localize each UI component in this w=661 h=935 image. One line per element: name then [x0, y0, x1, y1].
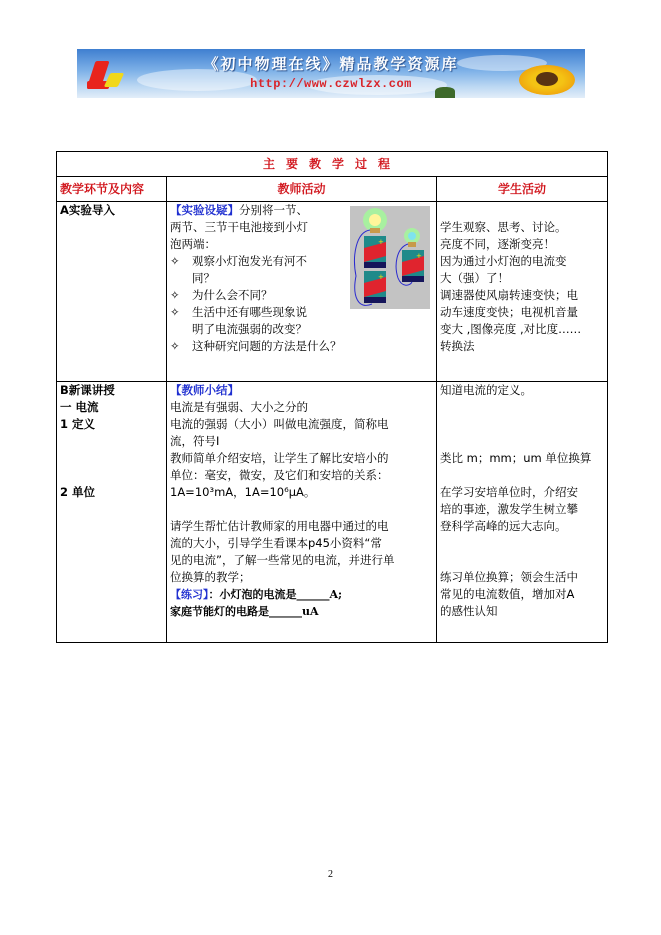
- header-student: 学生活动: [437, 177, 608, 202]
- section-label: A实验导入: [60, 203, 115, 217]
- banner-url: http://www.czwlzx.com: [250, 77, 412, 91]
- table-row: [57, 202, 608, 382]
- page-number: 2: [328, 869, 333, 880]
- svg-text:+: +: [416, 252, 422, 260]
- header-banner: [77, 49, 585, 98]
- section-label: B新课讲授: [60, 383, 115, 397]
- battery-bulb-circuit-image: [350, 206, 430, 309]
- student-cell: 学生观察、思考、讨论。 亮度不同，逐渐变亮！ 因为通过小灯泡的电流变 大（强）了！ 调速器使风扇转速变快；电 动车速度变快；电视机音量 变大 ,图像亮度 ,对比度…… 转换法: [437, 202, 608, 382]
- diamond-bullet-icon: ✧: [170, 305, 180, 319]
- svg-text:+: +: [378, 273, 384, 281]
- section-cell: B新课讲授 一 电流 1 定义 2 单位: [57, 382, 167, 643]
- table-row: [57, 382, 608, 643]
- teaching-process-table: [56, 151, 608, 643]
- diamond-bullet-icon: ✧: [170, 254, 180, 268]
- section-cell: [57, 202, 167, 382]
- table-title: 主要教学过程: [57, 152, 608, 177]
- summary-tag: 【教师小结】: [170, 383, 239, 397]
- list-item: ✧ 观察小灯泡发光有河不 同？: [170, 254, 307, 285]
- teacher-cell: 【教师小结】 电流是有强弱、大小之分的 电流的强弱（大小）叫做电流强度，简称电 流，符号I 教师简单介绍安培，让学生了解比安培小的 单位：毫安，微安，及它们和安培的关系： 1A=10³mA，1A=10⁶μA。 请学生帮忙估计教师家的用电器中通过的电 流的大小，引导学生看课本p45小资料“常 见的电流”，了解一些常见的电流，并进行单 位换算的教学； 【练习】：小灯泡的电流是______A; 家庭节能灯的电路是______uA: [167, 382, 437, 643]
- experiment-tag: 【实验设疑】: [170, 203, 239, 217]
- list-item: ✧ 这种研究问题的方法是什么？: [170, 339, 342, 353]
- banner-title: 《初中物理在线》精品教学资源库: [203, 55, 459, 73]
- student-cell: 知道电流的定义。 类比 m；mm；um 单位换算 在学习安培单位时，介绍安 培的事迹，激发学生树立攀 登科学高峰的远大志向。 练习单位换算；领会生活中 常见的电流数值，增加对A 的感性认知: [437, 382, 608, 643]
- teacher-cell: 【实验设疑】分别将一节、 两节、三节干电池接到小灯 泡两端： ✧ 观察小灯泡发光有河不 同？ ✧ 为什么会不同？ ✧ 生活中还有哪些现象说 明了电流强弱的改变？ ✧ 这种研究问题的方法是什么？ + + +: [167, 202, 437, 382]
- svg-text:+: +: [378, 238, 384, 246]
- list-item: ✧ 为什么会不同？: [170, 288, 273, 302]
- diamond-bullet-icon: ✧: [170, 288, 180, 302]
- exercise-tag: 【练习】: [170, 588, 209, 601]
- sunflower-image: [519, 65, 575, 95]
- section-unit-label: 2 单位: [60, 485, 96, 499]
- diamond-bullet-icon: ✧: [170, 339, 180, 353]
- header-section: 教学环节及内容: [57, 177, 167, 202]
- list-item: ✧ 生活中还有哪些现象说 明了电流强弱的改变？: [170, 305, 307, 336]
- header-teacher: 教师活动: [167, 177, 437, 202]
